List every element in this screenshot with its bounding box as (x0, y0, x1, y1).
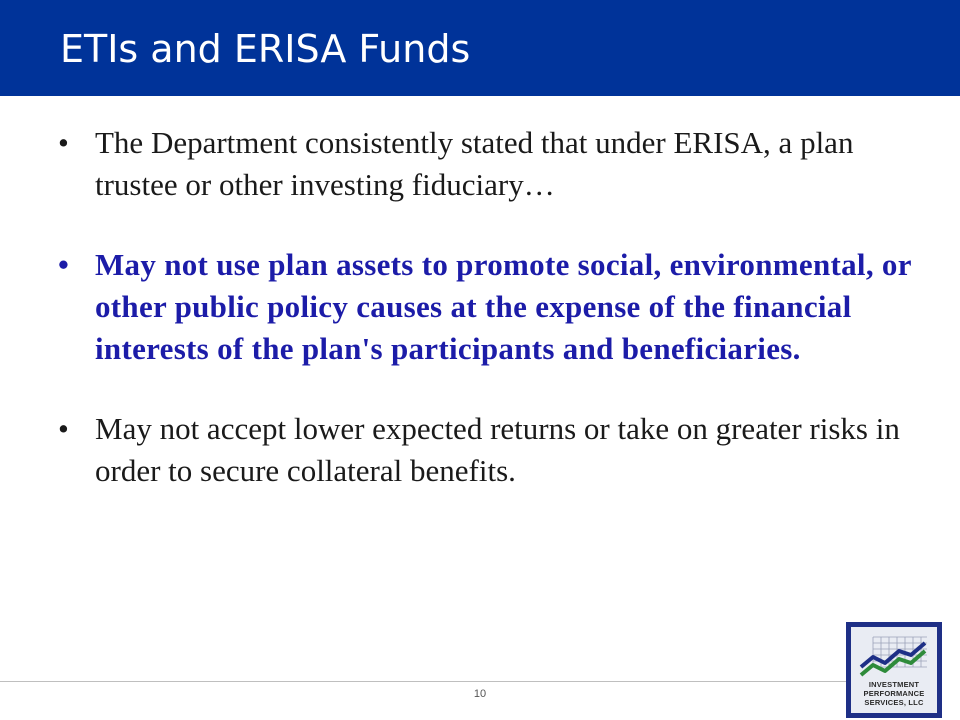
company-logo (846, 622, 942, 718)
bullet-item (58, 408, 918, 492)
footer-divider (0, 681, 850, 682)
bullet-marker: • (58, 247, 70, 282)
logo-panel (851, 627, 937, 713)
bullet-item (58, 122, 918, 206)
page-number: 10 (473, 688, 487, 700)
bullet-item-emphasis (58, 244, 918, 370)
header-bar (0, 0, 960, 96)
logo-text-line: PERFORMANCE (863, 689, 925, 698)
logo-text-line: INVESTMENT (868, 680, 920, 689)
slide-title: ETIs and ERISA Funds (60, 27, 471, 71)
bullet-list (58, 122, 918, 492)
bullet-text: May not accept lower expected returns or take on greater risks in order to secure collateral benefits. (95, 411, 900, 488)
bullet-marker: • (58, 411, 69, 446)
logo-text-line: SERVICES, LLC (864, 698, 924, 707)
bullet-text: May not use plan assets to promote social, environmental, or other public policy causes at the expense of the financial interests of the plan's participants and beneficiaries. (95, 247, 912, 366)
bullet-marker: • (58, 125, 69, 160)
bullet-text: The Department consistently stated that under ERISA, a plan trustee or other investing fiduciary… (95, 125, 854, 202)
